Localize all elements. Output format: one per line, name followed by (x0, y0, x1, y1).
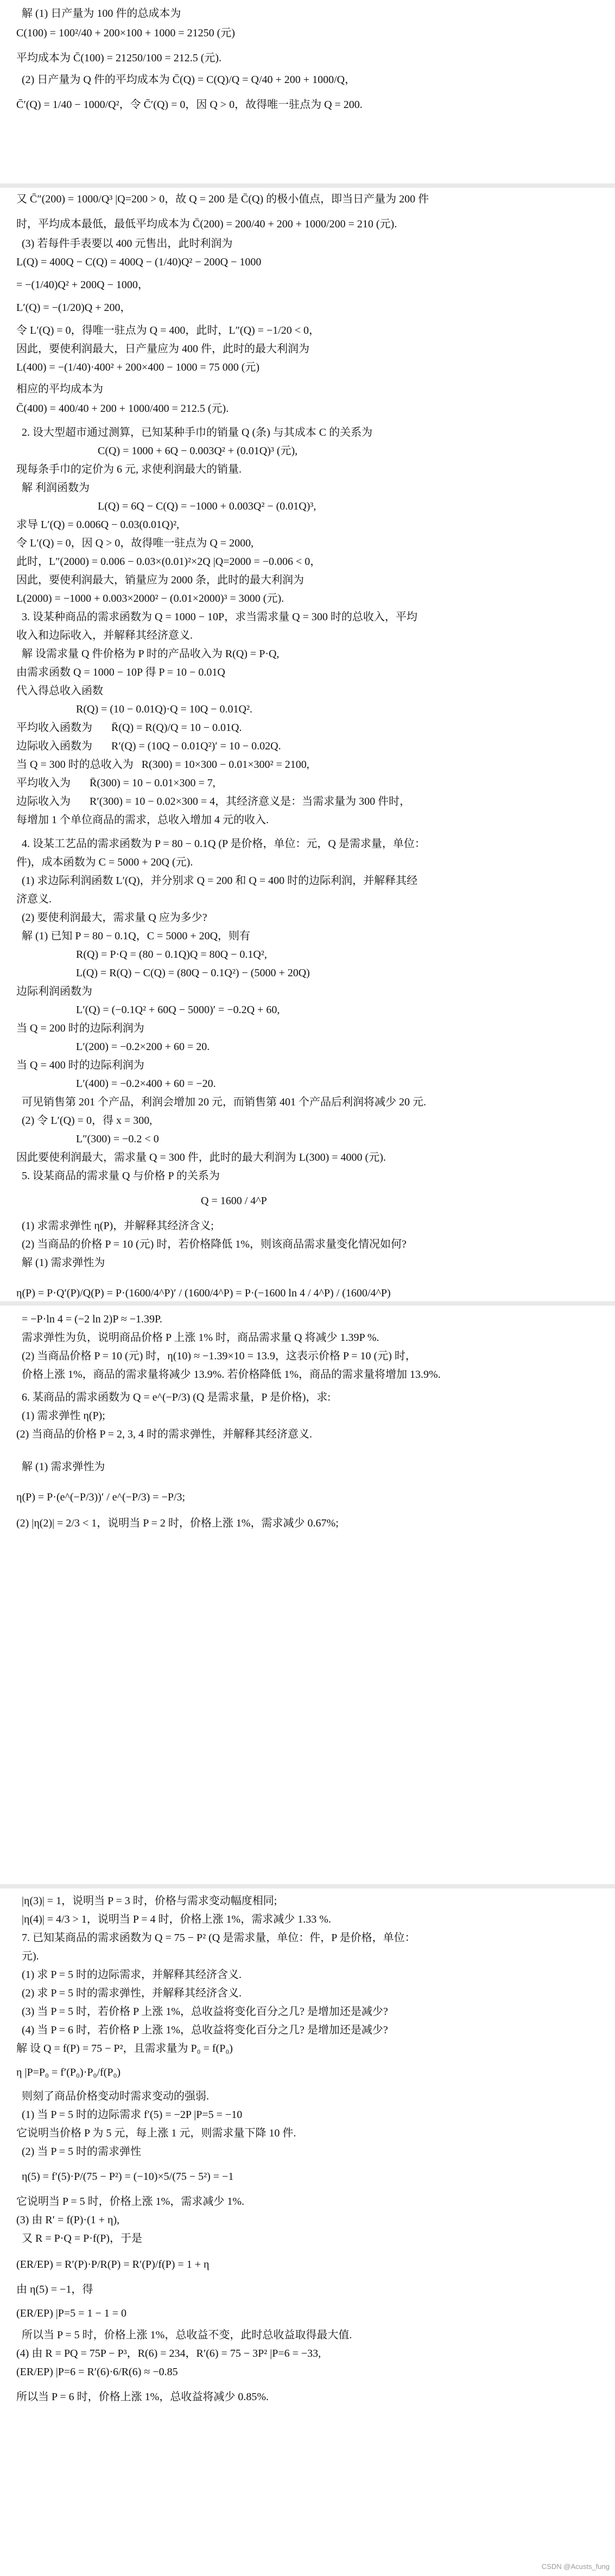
page-separator (0, 1301, 615, 1306)
text-line: 每增加 1 个单位商品的需求，总收入增加 4 元的收入. (16, 814, 269, 826)
text-line: 价格上涨 1%，商品的需求量将减少 13.9%. 若价格降低 1%，商品的需求量将增加 13.9%. (22, 1369, 441, 1381)
text-line: (1) 求 P = 5 时的边际需求，并解释其经济含义. (22, 1969, 242, 1981)
text-line: 令 L′(Q) = 0，得唯一驻点为 Q = 400，此时，L″(Q) = −1/20 < 0， (16, 325, 320, 336)
text-line: 求导 L′(Q) = 0.006Q − 0.03(0.01Q)², (16, 519, 180, 531)
text-line: (2) 令 L′(Q) = 0，得 x = 300, (22, 1115, 153, 1127)
text-line: C(100) = 100²/40 + 200×100 + 1000 = 21250 (元) (16, 27, 235, 39)
text-line: 元). (22, 1950, 39, 1962)
text-line: 6. 某商品的需求函数为 Q = e^(−P/3) (Q 是需求量，P 是价格)，求: (22, 1391, 331, 1403)
text-line: 解 利润函数为 (22, 482, 90, 494)
text-line: 5. 设某商品的需求量 Q 与价格 P 的关系为 (22, 1170, 220, 1182)
text-line: (3) 若每件手表要以 400 元售出，此时利润为 (22, 238, 233, 250)
text-line: 现每条手巾的定价为 6 元, 求使利润最大的销量. (16, 463, 242, 475)
text-line: L(400) = −(1/40)·400² + 200×400 − 1000 = 75 000 (元) (16, 361, 260, 373)
text-line: 又 R = P·Q = P·f(P)，于是 (22, 2232, 143, 2244)
text-line: 解 设 Q = f(P) = 75 − P²，且需求量为 P₀ = f(P₀) (16, 2043, 233, 2055)
text-line: 解 (1) 需求弹性为 (22, 1461, 105, 1473)
text-line: 解 (1) 已知 P = 80 − 0.1Q，C = 5000 + 20Q，则有 (22, 930, 251, 942)
text-line: 济意义. (16, 893, 52, 905)
text-line: 需求弹性为负，说明商品价格 P 上涨 1% 时，商品需求量 Q 将减少 1.39P %. (22, 1332, 379, 1344)
text-line: 4. 设某工艺品的需求函数为 P = 80 − 0.1Q (P 是价格，单位：元，Q 是需求量，单位： (22, 838, 426, 850)
text-line: (2) 当商品的价格 P = 2, 3, 4 时的需求弹性，并解释其经济意义. (16, 1428, 312, 1440)
text-line: (1) 求需求弹性 η(P)，并解释其经济含义; (22, 1220, 214, 1232)
text-line: η(P) = P·(e^(−P/3))′ / e^(−P/3) = −P/3; (16, 1491, 186, 1503)
text-line: (2) 求 P = 5 时的需求弹性，并解释其经济含义. (22, 1987, 242, 1999)
text-line: (1) 当 P = 5 时的边际需求 f′(5) = −2P |P=5 = −10 (22, 2109, 243, 2121)
text-line: 收入和边际收入，并解释其经济意义. (16, 629, 193, 641)
text-line: (2) |η(2)| = 2/3 < 1，说明当 P = 2 时，价格上涨 1%，需求减少 0.67%; (16, 1517, 339, 1529)
text-line: L′(Q) = −(1/20)Q + 200， (16, 302, 131, 314)
text-line: η(P) = P·Q′(P)/Q(P) = P·(1600/4^P)′ / (1600/4^P) = P·(−1600 ln 4 / 4^P) / (1600/4^P) (16, 1287, 391, 1299)
text-line: R(Q) = (10 − 0.01Q)·Q = 10Q − 0.01Q². (76, 703, 252, 715)
text-line: (2) 日产量为 Q 件的平均成本为 C̄(Q) = C(Q)/Q = Q/40 + 200 + 1000/Q， (22, 74, 356, 86)
watermark: CSDN @Acusts_fung (541, 2562, 610, 2571)
text-line: 相应的平均成本为 (16, 383, 103, 395)
text-line: 令 L′(Q) = 0，因 Q > 0，故得唯一驻点为 Q = 2000, (16, 537, 254, 549)
text-line: 当 Q = 200 时的边际利润为 (16, 1022, 144, 1034)
text-line: L′(200) = −0.2×200 + 60 = 20. (76, 1041, 210, 1053)
text-line: 解 设需求量 Q 件价格为 P 时的产品收入为 R(Q) = P·Q, (22, 648, 280, 660)
text-line: = −(1/40)Q² + 200Q − 1000， (16, 279, 149, 291)
text-line: 3. 设某种商品的需求函数为 Q = 1000 − 10P，求当需求量 Q = 300 时的总收入，平均 (22, 611, 417, 623)
text-line: 当 Q = 300 时的总收入为 R(300) = 10×300 − 0.01×300² = 2100, (16, 759, 309, 771)
text-line: 代入得总收入函数 (16, 685, 103, 697)
text-line: L(Q) = R(Q) − C(Q) = (80Q − 0.1Q²) − (5000 + 20Q) (76, 967, 310, 979)
text-line: |η(4)| = 4/3 > 1，说明当 P = 4 时，价格上涨 1%，需求减少 1.33 %. (22, 1913, 331, 1925)
text-line: 当 Q = 400 时的边际利润为 (16, 1059, 144, 1071)
text-line: R(Q) = P·Q = (80 − 0.1Q)Q = 80Q − 0.1Q², (76, 949, 267, 961)
text-line: C̄(400) = 400/40 + 200 + 1000/400 = 212.5 (元). (16, 403, 229, 415)
text-line: Q = 1600 / 4^P (201, 1195, 267, 1207)
text-line: 因此，要使利润最大，销量应为 2000 条，此时的最大利润为 (16, 574, 304, 586)
text-line: 件)，成本函数为 C = 5000 + 20Q (元). (16, 856, 193, 868)
text-line: (4) 由 R = PQ = 75P − P³，R(6) = 234，R′(6) = 75 − 3P² |P=6 = −33, (16, 2348, 321, 2359)
text-line: (3) 当 P = 5 时，若价格 P 上涨 1%，总收益将变化百分之几? 是增加还是减少? (22, 2006, 388, 2018)
text-line: 可见销售第 201 个产品，利润会增加 20 元，而销售第 401 个产品后利润将减少 20 元. (22, 1096, 426, 1108)
text-line: = −P·ln 4 = (−2 ln 2)P ≈ −1.39P. (22, 1313, 162, 1325)
text-line: 边际收入为 R′(300) = 10 − 0.02×300 = 4，其经济意义是：当需求量为 300 件时， (16, 796, 411, 807)
text-line: 边际利润函数为 (16, 985, 92, 997)
text-line: 平均收入为 R̄(300) = 10 − 0.01×300 = 7, (16, 777, 215, 789)
text-line: (4) 当 P = 6 时，若价格 P 上涨 1%，总收益将变化百分之几? 是增加还是减少? (22, 2024, 388, 2036)
text-line: (2) 当 P = 5 时的需求弹性 (22, 2146, 141, 2158)
text-line: 因此，要使利润最大，日产量应为 400 件，此时的最大利润为 (16, 343, 309, 355)
text-line: L′(400) = −0.2×400 + 60 = −20. (76, 1078, 216, 1090)
text-line: η(5) = f′(5)·P/(75 − P²) = (−10)×5/(75 − 5²) = −1 (22, 2171, 234, 2183)
text-line: (1) 求边际利润函数 L′(Q)，并分别求 Q = 200 和 Q = 400 时的边际利润，并解释其经 (22, 875, 418, 887)
text-line: 7. 已知某商品的需求函数为 Q = 75 − P² (Q 是需求量，单位：件，P 是价格，单位： (22, 1932, 416, 1944)
text-line: (ER/EP) = R′(P)·P/R(P) = R′(P)/f(P) = 1 + η (16, 2259, 210, 2270)
text-line: 此时，L″(2000) = 0.006 − 0.03×(0.01)²×2Q |Q=2000 = −0.006 < 0， (16, 556, 321, 568)
text-line: 2. 设大型超市通过测算，已知某种手巾的销量 Q (条) 与其成本 C 的关系为 (22, 427, 373, 438)
text-line: 又 C̄″(200) = 1000/Q³ |Q=200 > 0，故 Q = 200 是 C̄(Q) 的极小值点，即当日产量为 200 件 (16, 193, 429, 205)
text-line: (ER/EP) |P=5 = 1 − 1 = 0 (16, 2307, 127, 2319)
page-separator (0, 183, 615, 188)
text-line: (ER/EP) |P=6 = R′(6)·6/R(6) ≈ −0.85 (16, 2366, 178, 2378)
text-line: |η(3)| = 1，说明当 P = 3 时，价格与需求变动幅度相同; (22, 1895, 277, 1907)
text-line: 时，平均成本最低，最低平均成本为 C̄(200) = 200/40 + 200 + 1000/200 = 210 (元). (16, 218, 397, 230)
text-line: L″(300) = −0.2 < 0 (76, 1133, 159, 1145)
text-line: C(Q) = 1000 + 6Q − 0.003Q² + (0.01Q)³ (元), (98, 445, 298, 457)
text-line: 由 η(5) = −1，得 (16, 2284, 93, 2295)
text-line: 所以当 P = 6 时，价格上涨 1%，总收益将减少 0.85%. (16, 2391, 269, 2403)
text-line: C̄′(Q) = 1/40 − 1000/Q²，令 C̄′(Q) = 0，因 Q > 0，故得唯一驻点为 Q = 200. (16, 99, 363, 111)
text-line: L(Q) = 6Q − C(Q) = −1000 + 0.003Q² − (0.01Q)³, (98, 500, 316, 512)
page-separator (0, 1884, 615, 1888)
text-line: 所以当 P = 5 时，价格上涨 1%，总收益不变，此时总收益取得最大值. (22, 2329, 352, 2341)
text-line: 它说明当价格 P 为 5 元，每上涨 1 元，则需求量下降 10 件. (16, 2127, 296, 2139)
text-line: 平均成本为 C̄(100) = 21250/100 = 212.5 (元). (16, 52, 222, 64)
text-line: 则刻了商品价格变动时需求变动的强弱. (22, 2090, 209, 2102)
text-line: 平均收入函数为 R̄(Q) = R(Q)/Q = 10 − 0.01Q. (16, 722, 242, 734)
text-line: η |P=P₀ = f′(P₀)·P₀/f(P₀) (16, 2066, 121, 2078)
text-line: L(Q) = 400Q − C(Q) = 400Q − (1/40)Q² − 200Q − 1000 (16, 256, 262, 268)
text-line: 解 (1) 需求弹性为 (22, 1257, 105, 1269)
text-line: 它说明当 P = 5 时，价格上涨 1%，需求减少 1%. (16, 2196, 244, 2208)
text-line: (2) 要使利润最大，需求量 Q 应为多少? (22, 912, 207, 924)
text-line: 解 (1) 日产量为 100 件的总成本为 (22, 8, 181, 20)
text-line: (3) 由 R′ = f(P)·(1 + η), (16, 2214, 120, 2226)
text-line: 因此要使利润最大，需求量 Q = 300 件，此时的最大利润为 L(300) = 4000 (元). (16, 1152, 386, 1163)
text-line: L(2000) = −1000 + 0.003×2000² − (0.01×2000)³ = 3000 (元). (16, 593, 284, 605)
text-line: L′(Q) = (−0.1Q² + 60Q − 5000)′ = −0.2Q + 60, (76, 1004, 280, 1016)
text-line: (1) 需求弹性 η(P); (22, 1410, 105, 1422)
text-line: (2) 当商品的价格 P = 10 (元) 时，若价格降低 1%，则该商品需求量变化情况如何? (22, 1238, 407, 1250)
text-line: 由需求函数 Q = 1000 − 10P 得 P = 10 − 0.01Q (16, 666, 225, 678)
text-line: 边际收入函数为 R′(Q) = (10Q − 0.01Q²)′ = 10 − 0.02Q. (16, 740, 281, 752)
text-line: (2) 当商品价格 P = 10 (元) 时，η(10) ≈ −1.39×10 = 13.9，这表示价格 P = 10 (元) 时， (22, 1350, 416, 1362)
